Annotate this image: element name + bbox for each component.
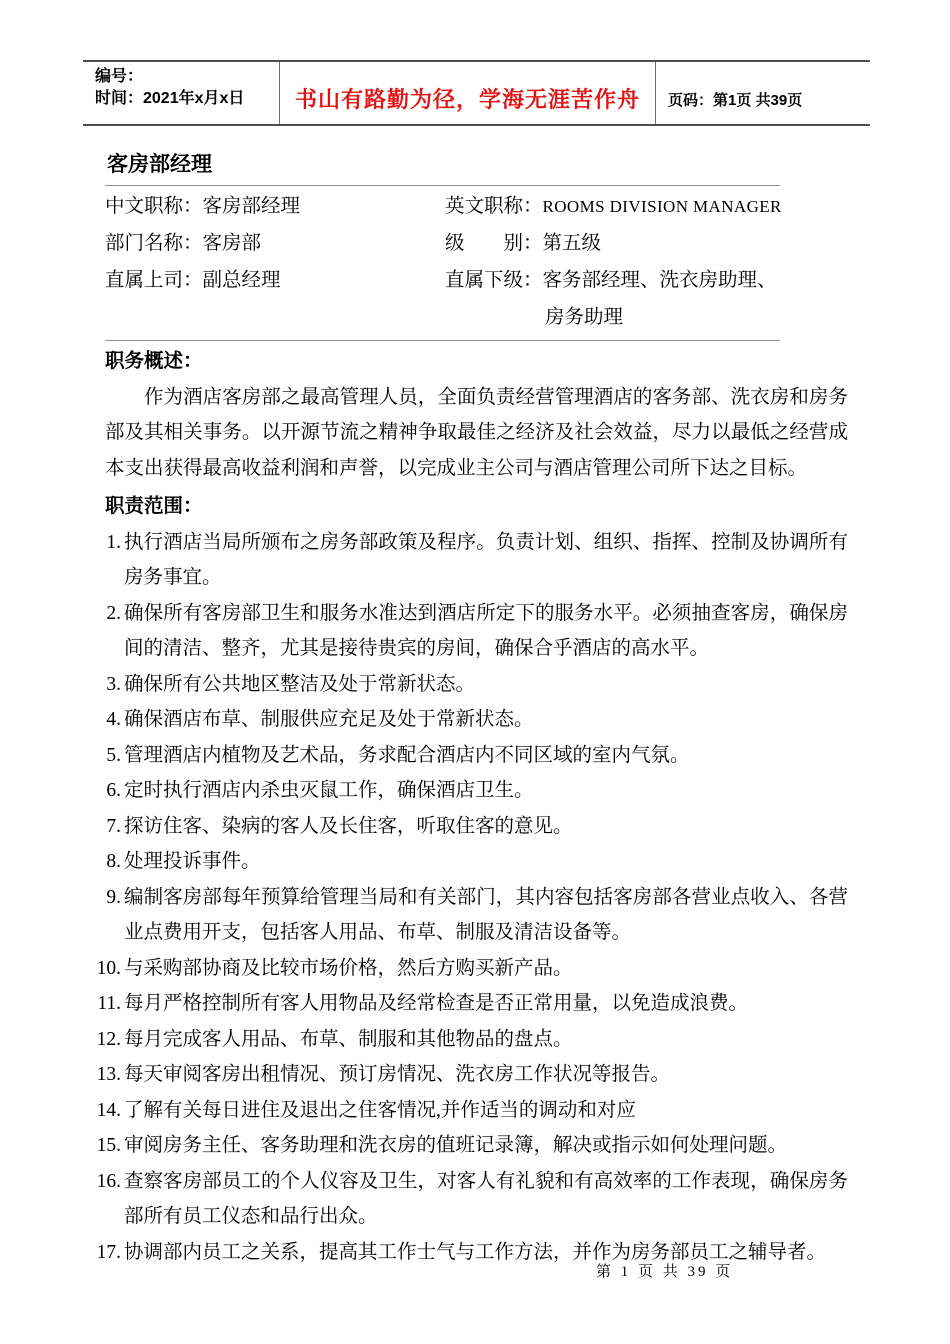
duty-text: 编制客房部每年预算给管理当局和有关部门，其内容包括客房部各营业点收入、各营业点费用开支，包括客人用品、布草、制服及清洁设备等。 [124, 886, 848, 943]
overview-heading: 职务概述： [105, 351, 203, 372]
duty-text: 执行酒店当局所颁布之房务部政策及程序。负责计划、组织、指挥、控制及协调所有房务事宜。 [124, 531, 848, 588]
duty-text: 每月完成客人用品、布草、制服和其他物品的盘点。 [124, 1028, 573, 1050]
duty-text: 了解有关每日进住及退出之住客情况,并作适当的调动和对应 [124, 1099, 636, 1121]
duty-number: 3. [106, 673, 121, 695]
duty-number: 8. [106, 851, 121, 872]
info-label: 英文职称： [445, 196, 543, 217]
info-row [105, 262, 848, 299]
duty-number: 5. [106, 744, 121, 766]
duty-item [105, 738, 848, 774]
document-body [96, 150, 848, 1270]
duty-number: 16. [96, 1170, 121, 1192]
duty-text: 与采购部协商及比较市场价格，然后方购买新产品。 [124, 957, 573, 979]
duty-text: 探访住客、染病的客人及长住客，听取住客的意见。 [124, 815, 573, 837]
duty-item [97, 986, 848, 1022]
duty-text: 定时执行酒店内杀虫灭鼠工作，确保酒店卫生。 [124, 780, 534, 801]
duty-number: 12. [96, 1028, 121, 1050]
duty-item [105, 525, 848, 596]
page-footer: 第 1 页 共 39 页 [596, 1264, 734, 1280]
duty-text: 处理投诉事件。 [124, 851, 261, 872]
duty-item [105, 844, 848, 880]
duties-heading: 职责范围： [105, 496, 203, 517]
duty-number: 11. [97, 993, 121, 1014]
duty-number: 10. [96, 957, 121, 979]
header-date-label: 时间：2021年x月x日 [95, 90, 245, 107]
duty-number: 9. [106, 886, 121, 908]
header-table [83, 60, 870, 126]
info-label: 部门名称： [105, 233, 203, 254]
duty-text: 审阅房务主任、客务助理和洗衣房的值班记录簿，解决或指示如何处理问题。 [124, 1135, 788, 1156]
info-value: 第五级 [542, 233, 602, 254]
info-value-continuation: 房务助理 [545, 307, 624, 328]
header-page-label: 页码：第1页 共39页 [668, 91, 803, 109]
header-page-cell [656, 62, 870, 124]
duty-item [96, 1164, 848, 1235]
duty-item [105, 773, 848, 809]
header-slogan-cell [280, 62, 656, 124]
duty-number: 1. [106, 531, 121, 553]
header-slogan: 书山有路勤为径，学海无涯苦作舟 [294, 86, 640, 112]
duty-number: 15. [96, 1135, 121, 1156]
duty-text: 确保所有公共地区整洁及处于常新状态。 [124, 673, 476, 695]
info-value: ROOMS DIVISION MANAGER [542, 197, 782, 216]
divider-under-info [105, 340, 780, 341]
duty-number: 7. [106, 815, 121, 837]
duty-item [105, 596, 848, 667]
duty-item [96, 1022, 848, 1058]
info-row [105, 225, 848, 262]
duty-item [96, 951, 848, 987]
info-label: 中文职称： [105, 196, 203, 217]
info-value: 副总经理 [202, 270, 281, 291]
duty-item [105, 667, 848, 703]
info-value: 客务部经理、洗衣房助理、 [542, 270, 777, 291]
duty-number: 4. [106, 709, 121, 730]
duty-item [96, 1128, 848, 1164]
header-number-label: 编号： [95, 68, 144, 85]
duty-number: 2. [106, 602, 121, 624]
duty-item [105, 880, 848, 951]
duty-item [105, 702, 848, 738]
duty-item [96, 1093, 848, 1129]
duty-number: 13. [96, 1064, 121, 1085]
header-meta-cell [83, 62, 280, 124]
overview-paragraph: 作为酒店客房部之最高管理人员，全面负责经营管理酒店的客务部、洗衣房和房务部及其相关事务。以开源节流之精神争取最佳之经济及社会效益，尽力以最低之经营成本支出获得最高收益利润和声誉，以完成业主公司与酒店管理公司所下达之目标。 [105, 386, 848, 479]
duty-text: 协调部内员工之关系，提高其工作士气与工作方法，并作为房务部员工之辅导者。 [124, 1241, 827, 1263]
info-value: 客房部经理 [202, 196, 301, 217]
duty-text: 查察客房部员工的个人仪容及卫生，对客人有礼貌和有高效率的工作表现，确保房务部所有员工仪态和品行出众。 [124, 1170, 848, 1227]
info-label: 直属上司： [105, 270, 203, 291]
info-label: 直属下级： [445, 270, 543, 291]
job-info-table [105, 186, 848, 340]
duties-list [96, 525, 848, 1271]
duty-text: 确保酒店布草、制服供应充足及处于常新状态。 [124, 709, 534, 730]
duty-item [96, 1235, 848, 1271]
page-title: 客房部经理 [107, 152, 212, 176]
duty-item [96, 1057, 848, 1093]
info-value: 客房部 [202, 233, 262, 254]
info-row [105, 188, 848, 225]
info-label: 级 别： [445, 233, 543, 254]
duty-text: 确保所有客房部卫生和服务水准达到酒店所定下的服务水平。必须抽查客房，确保房间的清洁、整齐，尤其是接待贵宾的房间，确保合乎酒店的高水平。 [124, 602, 848, 659]
duty-text: 每月严格控制所有客人用物品及经常检查是否正常用量，以免造成浪费。 [124, 993, 749, 1014]
duty-text: 每天审阅客房出租情况、预订房情况、洗衣房工作状况等报告。 [124, 1064, 671, 1085]
duty-text: 管理酒店内植物及艺术品，务求配合酒店内不同区域的室内气氛。 [124, 744, 690, 766]
duty-number: 17. [96, 1241, 121, 1263]
duty-item [105, 809, 848, 845]
duty-number: 14. [96, 1099, 121, 1121]
duty-number: 6. [106, 780, 121, 801]
